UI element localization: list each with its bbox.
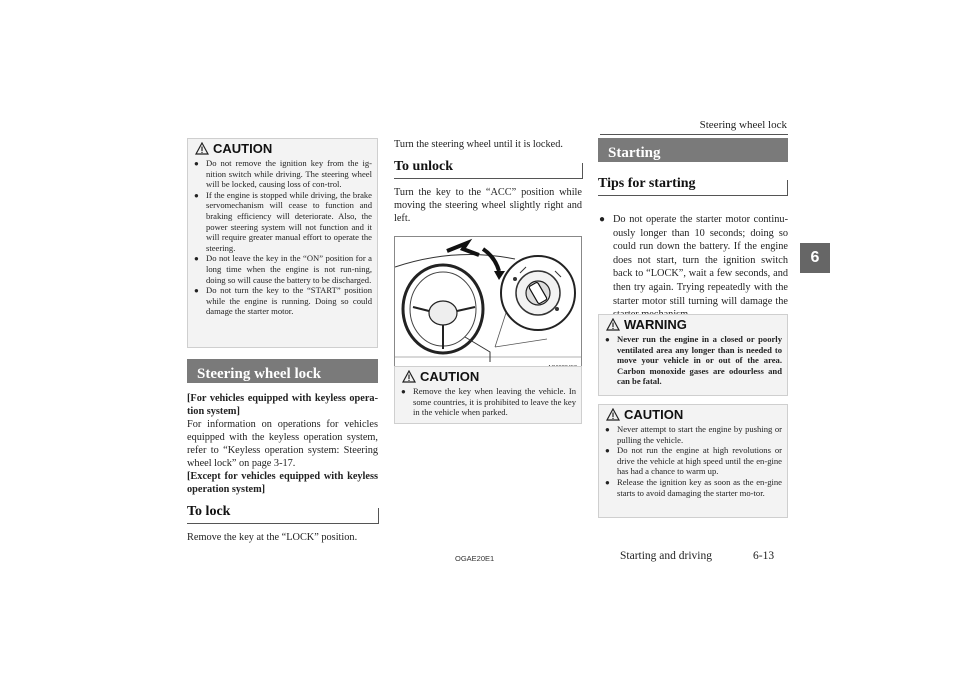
steering-wheel-figure xyxy=(394,236,582,375)
list-item: ● Never attempt to start the engine by pushing or pulling the vehicle. xyxy=(605,424,782,445)
steering-wheel-illustration xyxy=(395,237,581,374)
bullet-icon: ● xyxy=(605,446,610,456)
warning-triangle-icon xyxy=(606,318,620,331)
to-unlock-heading: To unlock xyxy=(394,159,582,179)
warning-triangle-icon xyxy=(606,408,620,421)
bullet-icon: ● xyxy=(194,254,199,264)
caution-list xyxy=(400,386,576,418)
bullet-icon: ● xyxy=(599,214,606,225)
list-item: ● Remove the key when leaving the vehicle. In some countries, it is prohibited to leave the key in the vehicle when parked. xyxy=(401,386,576,418)
caution-label: CAUTION xyxy=(213,141,273,156)
tips-heading: Tips for starting xyxy=(598,176,787,196)
keyless-heading: [For vehicles equipped with keyless opera-tion system] xyxy=(187,393,378,417)
header-rule xyxy=(600,134,788,135)
to-unlock-paragraph: Turn the key to the “ACC” position while moving the steering wheel slightly right and left. xyxy=(394,187,582,224)
list-item: ● Do not remove the ignition key from the ig-nition switch while driving. The steering wheel will be locked, causing loss of con-trol. xyxy=(194,158,372,190)
list-item: ● Never run the engine in a closed or poorly ventilated area any longer than is needed to move your vehicle in or out of the area. Carbon monoxide gases are odourless and can be fatal. xyxy=(605,334,782,387)
running-title: Steering wheel lock xyxy=(699,119,787,131)
list-item: ● Do not operate the starter motor continu-ously longer than 10 seconds; doing so could run down the battery. If the engine does not start, turn the ignition switch back to “LOCK”, wait a few seconds, and then try again. Trying repeatedly with the starter motor still turning will damage the xyxy=(599,214,788,307)
caution-label: CAUTION xyxy=(624,407,684,422)
chapter-tab: 6 xyxy=(800,243,830,273)
list-item: ● If the engine is stopped while driving, the brake servomechanism will cease to function and braking efficiency will deteriorate. Also, the power steering system will not function and it will require greater manual effort to operate the steering. xyxy=(194,189,372,253)
caution-box-middle xyxy=(394,366,582,424)
warning-list xyxy=(604,334,782,387)
warning-heading xyxy=(606,317,782,332)
warning-label: WARNING xyxy=(624,317,687,332)
list-item: ● Do not run the engine at high revolutions or drive the vehicle at high speed until the en-gine has had a chance to warm up. xyxy=(605,445,782,477)
list-item: ● Do not turn the key to the “START” position while the engine is running. Doing so could damage the starter motor. xyxy=(194,285,372,317)
warning-box xyxy=(598,314,788,396)
keyless-paragraph: For information on operations for vehicles equipped with the keyless operation system, refer to “Keyless operation system: Steering wheel lock” on page 3-17. xyxy=(187,419,378,469)
caution-heading xyxy=(606,407,782,422)
to-lock-paragraph: Remove the key at the “LOCK” position. xyxy=(187,532,358,543)
caution-heading xyxy=(402,369,576,384)
section-banner-steering-lock: Steering wheel lock xyxy=(187,359,378,383)
page-number: 6-13 xyxy=(753,550,775,562)
bullet-icon: ● xyxy=(605,425,610,434)
caution-box-left xyxy=(187,138,378,348)
warning-triangle-icon xyxy=(195,142,209,155)
caution-label: CAUTION xyxy=(420,369,480,384)
warning-triangle-icon xyxy=(402,370,416,383)
bullet-icon: ● xyxy=(194,159,199,168)
to-lock-heading: To lock xyxy=(187,504,378,524)
except-heading: [Except for vehicles equipped with keyless operation system] xyxy=(187,471,378,495)
list-item: ● Do not leave the key in the “ON” position for a long time when the engine is not run-ning, doing so will cause the battery to be discharged. xyxy=(194,253,372,285)
caution-list xyxy=(193,158,372,317)
caution-heading xyxy=(195,141,372,156)
footer-section: Starting and driving xyxy=(620,550,712,562)
list-item: ● Release the ignition key as soon as the en-gine starts to avoid damaging the starter mo-tor. xyxy=(605,476,782,498)
section-banner-starting: Starting xyxy=(598,138,788,162)
caution-list xyxy=(604,424,782,498)
bullet-icon: ● xyxy=(401,387,406,396)
lock-instruction: Turn the steering wheel until it is locked. xyxy=(394,139,563,150)
bullet-icon: ● xyxy=(605,335,610,344)
bullet-icon: ● xyxy=(194,286,199,296)
caution-box-right xyxy=(598,404,788,518)
doc-code: OGAE20E1 xyxy=(455,554,495,563)
tips-list xyxy=(598,213,788,322)
bullet-icon: ● xyxy=(194,190,199,200)
bullet-icon: ● xyxy=(605,477,610,487)
